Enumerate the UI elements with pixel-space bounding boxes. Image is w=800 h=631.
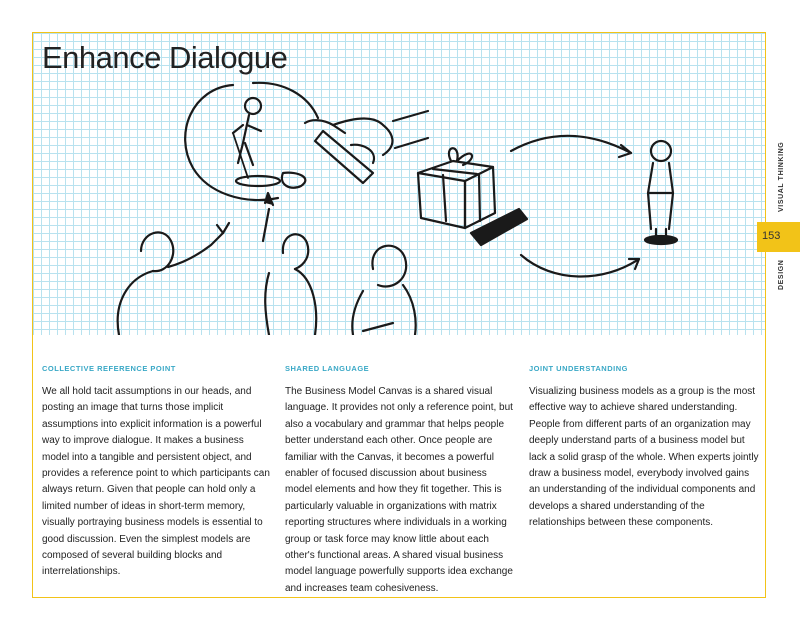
section-collective-reference-point <box>42 364 272 581</box>
side-label-visual-thinking: VISUAL THINKING <box>778 141 785 212</box>
side-label-design: DESIGN <box>778 259 785 290</box>
page-number: 153 <box>762 230 781 242</box>
page-title: Enhance Dialogue <box>42 40 288 75</box>
section-heading: COLLECTIVE REFERENCE POINT <box>42 364 176 373</box>
section-shared-language <box>285 364 515 597</box>
section-joint-understanding <box>529 364 759 532</box>
section-body: The Business Model Canvas is a shared visual language. It provides not only a reference point, but also a vocabulary and grammar that helps people better understand each other. Once people are familiar with the Canvas, it becomes a powerful enabler of focused discussion about business model elements and how they fit together. This is particularly valuable in organizations with matrix reporting structures where individuals in a working group or task force may know little about each other's functional areas. A shared visual business model language powerfully supports idea exchange and increases team cohesiveness. <box>285 386 513 594</box>
section-body: We all hold tacit assumptions in our heads, and posting an image that turns those implicit assumptions into explicit information is a powerful way to improve dialogue. It makes a business model into a tangible and persistent object, and provides a reference point to which participants can always return. Given that people can hold only a limited number of ideas in short-term memory, visually portraying business models is essential to good discussion. Even the simplest models are composed of several building blocks and interrelationships. <box>42 386 270 578</box>
section-body: Visualizing business models as a group is the most effective way to achieve shared understanding. People from different parts of an organization may deeply understand parts of a business model but lack a solid grasp of the whole. When experts jointly draw a business model, everybody involved gains an understanding of the individual components and develops a shared understanding of the relationships between these components. <box>529 386 759 529</box>
section-heading: SHARED LANGUAGE <box>285 364 370 373</box>
section-heading: JOINT UNDERSTANDING <box>529 364 628 373</box>
